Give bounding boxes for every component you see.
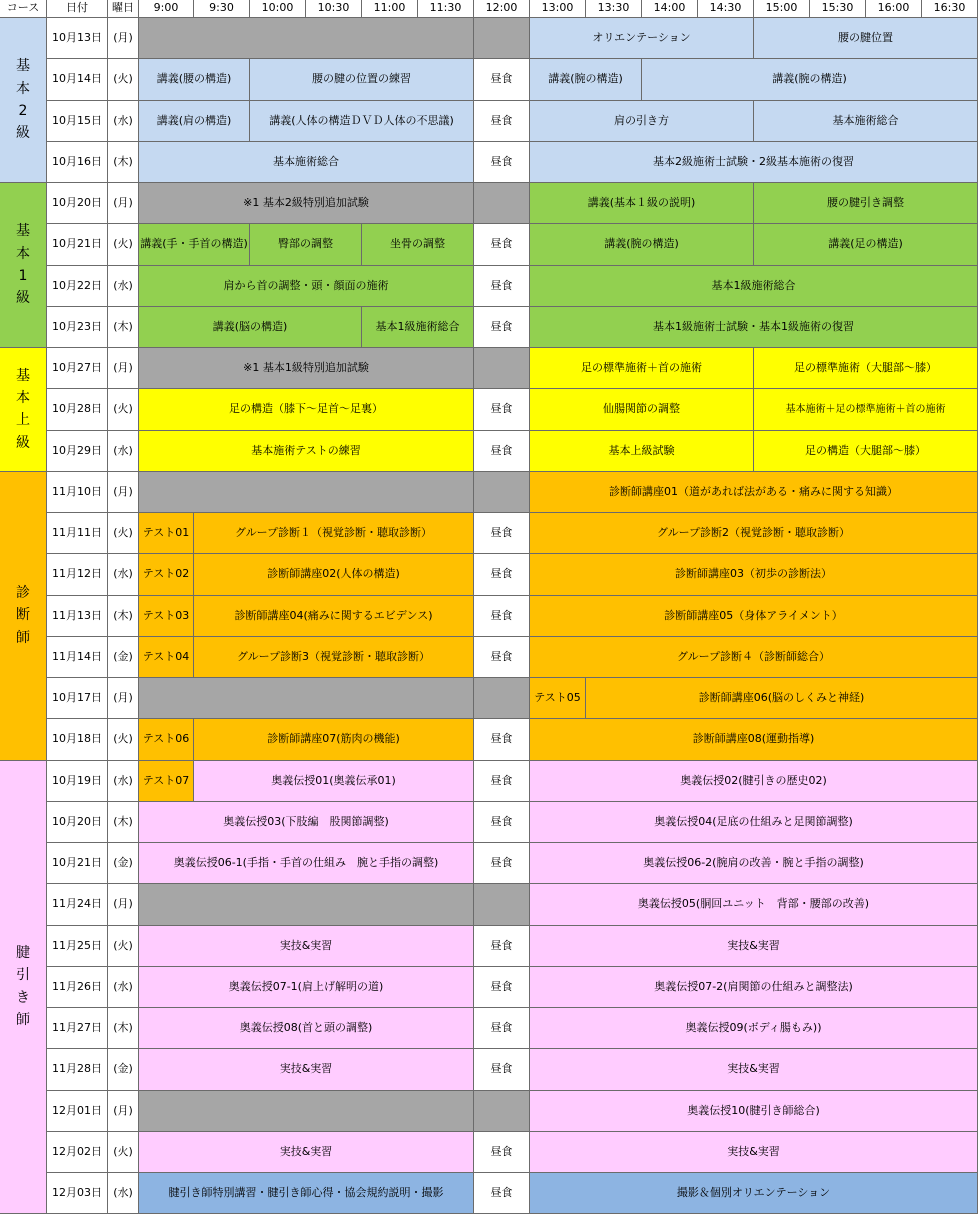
- lunch-cell: 昼食: [474, 926, 530, 967]
- lunch-cell: 昼食: [474, 101, 530, 142]
- lunch-cell: 昼食: [474, 224, 530, 265]
- lunch-cell: 昼食: [474, 59, 530, 100]
- session-cell: ※1 基本2級特別追加試験: [139, 183, 474, 224]
- course-label-char: 級: [16, 432, 30, 454]
- session-cell: 腱引き師特別講習・腱引き師心得・協会規約説明・撮影: [139, 1173, 474, 1214]
- lunch-cell: 昼食: [474, 389, 530, 430]
- blocked-cell: [139, 1091, 474, 1132]
- session-cell: 腰の腱位置: [754, 18, 978, 59]
- session-cell: 奥義伝授01(奥義伝承01): [194, 761, 474, 802]
- course-label-char: き: [16, 987, 30, 1009]
- row-day: (木): [108, 596, 139, 637]
- session-cell: 講義(腕の構造): [642, 59, 978, 100]
- course-label-kenbikishi: [0, 761, 47, 1214]
- course-label-kihon1: [0, 183, 47, 348]
- row-day: (月): [108, 472, 139, 513]
- lunch-cell: 昼食: [474, 596, 530, 637]
- session-cell: 撮影＆個別オリエンテーション: [530, 1173, 978, 1214]
- lunch-cell: 昼食: [474, 266, 530, 307]
- lunch-cell: 昼食: [474, 1049, 530, 1090]
- row-day: (水): [108, 1173, 139, 1214]
- lunch-cell: 昼食: [474, 637, 530, 678]
- session-cell: 奥義伝授10(腱引き師総合): [530, 1091, 978, 1132]
- row-date: 12月02日: [47, 1132, 108, 1173]
- row-day: (月): [108, 1091, 139, 1132]
- session-cell: 足の標準施術＋首の施術: [530, 348, 754, 389]
- session-cell: 基本施術テストの練習: [139, 431, 474, 472]
- session-cell: 奥義伝授04(足底の仕組みと足関節調整): [530, 802, 978, 843]
- row-date: 11月26日: [47, 967, 108, 1008]
- row-date: 11月25日: [47, 926, 108, 967]
- row-day: (月): [108, 348, 139, 389]
- row-day: (木): [108, 142, 139, 183]
- row-date: 11月11日: [47, 513, 108, 554]
- session-cell: 講義(足の構造): [754, 224, 978, 265]
- row-date: 10月20日: [47, 802, 108, 843]
- session-cell: 実技&実習: [139, 1049, 474, 1090]
- blocked-cell: [474, 678, 530, 719]
- lunch-cell: 昼食: [474, 1008, 530, 1049]
- row-date: 10月19日: [47, 761, 108, 802]
- header-time: 15:30: [810, 0, 866, 18]
- lunch-cell: 昼食: [474, 431, 530, 472]
- blocked-cell: [474, 18, 530, 59]
- row-date: 12月01日: [47, 1091, 108, 1132]
- session-cell: 基本2級施術士試験・2級基本施術の復習: [530, 142, 978, 183]
- session-cell: 講義(肩の構造): [139, 101, 250, 142]
- session-cell: グループ診断3（視覚診断・聴取診断）: [194, 637, 474, 678]
- session-cell: 足の標準施術（大腿部～膝）: [754, 348, 978, 389]
- session-cell: 坐骨の調整: [362, 224, 474, 265]
- row-day: (木): [108, 1008, 139, 1049]
- course-label-kihon2: [0, 18, 47, 183]
- session-cell: 診断師講座03（初歩の診断法）: [530, 554, 978, 595]
- row-date: 10月29日: [47, 431, 108, 472]
- session-cell: テスト06: [139, 719, 194, 760]
- lunch-cell: 昼食: [474, 142, 530, 183]
- session-cell: 奥義伝授07-2(肩関節の仕組みと調整法): [530, 967, 978, 1008]
- row-day: (水): [108, 431, 139, 472]
- row-day: (火): [108, 59, 139, 100]
- lunch-cell: 昼食: [474, 843, 530, 884]
- session-cell: 実技&実習: [530, 926, 978, 967]
- session-cell: 診断師講座02(人体の構造): [194, 554, 474, 595]
- header-date: 日付: [47, 0, 108, 18]
- session-cell: 基本1級施術総合: [362, 307, 474, 348]
- session-cell: 奥義伝授05(胴回ユニット 背部・腰部の改善): [530, 884, 978, 925]
- session-cell: 腰の腱の位置の練習: [250, 59, 474, 100]
- row-date: 10月14日: [47, 59, 108, 100]
- session-cell: 足の構造（膝下～足首～足裏）: [139, 389, 474, 430]
- row-date: 11月13日: [47, 596, 108, 637]
- row-day: (水): [108, 761, 139, 802]
- course-label-char: 基: [16, 220, 30, 242]
- row-date: 10月13日: [47, 18, 108, 59]
- row-day: (月): [108, 183, 139, 224]
- header-time: 16:30: [922, 0, 978, 18]
- session-cell: 奥義伝授08(首と頭の調整): [139, 1008, 474, 1049]
- session-cell: 診断師講座06(脳のしくみと神経): [586, 678, 978, 719]
- row-day: (金): [108, 843, 139, 884]
- session-cell: グループ診断１（視覚診断・聴取診断）: [194, 513, 474, 554]
- header-time: 13:30: [586, 0, 642, 18]
- session-cell: 実技&実習: [139, 926, 474, 967]
- course-label-char: 断: [16, 604, 30, 626]
- course-label-char: 基: [16, 55, 30, 77]
- session-cell: 奥義伝授09(ボディ腸もみ)): [530, 1008, 978, 1049]
- blocked-cell: [474, 183, 530, 224]
- session-cell: テスト03: [139, 596, 194, 637]
- course-label-char: 本: [16, 78, 30, 100]
- session-cell: 講義(脳の構造): [139, 307, 362, 348]
- session-cell: テスト04: [139, 637, 194, 678]
- row-day: (金): [108, 1049, 139, 1090]
- header-time: 14:00: [642, 0, 698, 18]
- course-label-char: 本: [16, 387, 30, 409]
- session-cell: 実技&実習: [530, 1049, 978, 1090]
- session-cell: 足の構造（大腿部～膝）: [754, 431, 978, 472]
- session-cell: 診断師講座04(痛みに関するエビデンス): [194, 596, 474, 637]
- row-date: 10月20日: [47, 183, 108, 224]
- session-cell: 基本施術総合: [754, 101, 978, 142]
- session-cell: 臀部の調整: [250, 224, 362, 265]
- session-cell: 奥義伝授02(腱引きの歴史02): [530, 761, 978, 802]
- header-time: 11:30: [418, 0, 474, 18]
- course-label-char: 1: [19, 265, 28, 287]
- session-cell: 基本施術総合: [139, 142, 474, 183]
- blocked-cell: [139, 884, 474, 925]
- header-time: 11:00: [362, 0, 418, 18]
- session-cell: 講義(基本１級の説明): [530, 183, 754, 224]
- course-label-char: 基: [16, 365, 30, 387]
- session-cell: 診断師講座08(運動指導): [530, 719, 978, 760]
- lunch-cell: 昼食: [474, 1132, 530, 1173]
- session-cell: 肩から首の調整・頭・顔面の施術: [139, 266, 474, 307]
- session-cell: グループ診断2（視覚診断・聴取診断）: [530, 513, 978, 554]
- row-date: 11月10日: [47, 472, 108, 513]
- session-cell: 実技&実習: [530, 1132, 978, 1173]
- header-time: 16:00: [866, 0, 922, 18]
- session-cell: 基本施術＋足の標準施術＋首の施術: [754, 389, 978, 430]
- header-time: 9:00: [139, 0, 194, 18]
- session-cell: 奥義伝授07-1(肩上げ解明の道): [139, 967, 474, 1008]
- session-cell: 基本1級施術士試験・基本1級施術の復習: [530, 307, 978, 348]
- row-day: (木): [108, 802, 139, 843]
- row-date: 10月17日: [47, 678, 108, 719]
- lunch-cell: 昼食: [474, 554, 530, 595]
- row-date: 11月14日: [47, 637, 108, 678]
- row-day: (金): [108, 637, 139, 678]
- course-label-char: 本: [16, 243, 30, 265]
- row-date: 11月27日: [47, 1008, 108, 1049]
- lunch-cell: 昼食: [474, 802, 530, 843]
- lunch-cell: 昼食: [474, 1173, 530, 1214]
- course-label-char: 腱: [16, 942, 30, 964]
- header-time: 10:30: [306, 0, 362, 18]
- row-day: (水): [108, 554, 139, 595]
- course-label-char: 引: [16, 964, 30, 986]
- session-cell: グループ診断４（診断師総合）: [530, 637, 978, 678]
- header-time: 15:00: [754, 0, 810, 18]
- row-day: (火): [108, 719, 139, 760]
- header-time: 14:30: [698, 0, 754, 18]
- lunch-cell: 昼食: [474, 761, 530, 802]
- row-day: (木): [108, 307, 139, 348]
- blocked-cell: [474, 348, 530, 389]
- session-cell: ※1 基本1級特別追加試験: [139, 348, 474, 389]
- row-day: (火): [108, 389, 139, 430]
- row-date: 11月28日: [47, 1049, 108, 1090]
- course-label-kihonjo: [0, 348, 47, 472]
- lunch-cell: 昼食: [474, 719, 530, 760]
- row-date: 10月21日: [47, 224, 108, 265]
- course-label-shindanshi: [0, 472, 47, 761]
- course-label-char: 上: [16, 409, 30, 431]
- row-date: 10月15日: [47, 101, 108, 142]
- row-date: 10月28日: [47, 389, 108, 430]
- blocked-cell: [474, 884, 530, 925]
- row-day: (月): [108, 18, 139, 59]
- session-cell: 診断師講座07(筋肉の機能): [194, 719, 474, 760]
- course-label-char: 級: [16, 287, 30, 309]
- session-cell: 診断師講座05（身体アライメント）: [530, 596, 978, 637]
- row-day: (火): [108, 224, 139, 265]
- row-day: (火): [108, 1132, 139, 1173]
- session-cell: 実技&実習: [139, 1132, 474, 1173]
- header-day: 曜日: [108, 0, 139, 18]
- row-date: 10月22日: [47, 266, 108, 307]
- session-cell: 奥義伝授06-2(腕肩の改善・腕と手指の調整): [530, 843, 978, 884]
- session-cell: 奥義伝授03(下肢編 股関節調整): [139, 802, 474, 843]
- session-cell: 講義(腕の構造): [530, 59, 642, 100]
- row-date: 10月16日: [47, 142, 108, 183]
- course-label-char: 級: [16, 122, 30, 144]
- course-label-char: 師: [16, 1009, 30, 1031]
- row-day: (水): [108, 967, 139, 1008]
- blocked-cell: [474, 1091, 530, 1132]
- session-cell: テスト02: [139, 554, 194, 595]
- session-cell: 基本上級試験: [530, 431, 754, 472]
- session-cell: 講義(腕の構造): [530, 224, 754, 265]
- session-cell: テスト01: [139, 513, 194, 554]
- row-day: (火): [108, 926, 139, 967]
- blocked-cell: [139, 18, 474, 59]
- session-cell: 腰の腱引き調整: [754, 183, 978, 224]
- row-date: 11月12日: [47, 554, 108, 595]
- blocked-cell: [474, 472, 530, 513]
- row-date: 11月24日: [47, 884, 108, 925]
- row-day: (月): [108, 884, 139, 925]
- header-course: コース: [0, 0, 47, 18]
- row-date: 12月03日: [47, 1173, 108, 1214]
- row-day: (水): [108, 101, 139, 142]
- course-label-char: 2: [19, 100, 28, 122]
- header-time: 12:00: [474, 0, 530, 18]
- session-cell: テスト05: [530, 678, 586, 719]
- lunch-cell: 昼食: [474, 307, 530, 348]
- row-date: 10月27日: [47, 348, 108, 389]
- session-cell: 奥義伝授06-1(手指・手首の仕組み 腕と手指の調整): [139, 843, 474, 884]
- session-cell: オリエンテーション: [530, 18, 754, 59]
- session-cell: 診断師講座01（道があれば法がある・痛みに関する知識）: [530, 472, 978, 513]
- session-cell: 講義(腰の構造): [139, 59, 250, 100]
- header-time: 10:00: [250, 0, 306, 18]
- row-date: 10月18日: [47, 719, 108, 760]
- lunch-cell: 昼食: [474, 513, 530, 554]
- session-cell: 基本1級施術総合: [530, 266, 978, 307]
- session-cell: 講義(手・手首の構造): [139, 224, 250, 265]
- session-cell: テスト07: [139, 761, 194, 802]
- row-date: 10月21日: [47, 843, 108, 884]
- blocked-cell: [139, 678, 474, 719]
- course-label-char: 診: [16, 582, 30, 604]
- row-day: (水): [108, 266, 139, 307]
- row-date: 10月23日: [47, 307, 108, 348]
- blocked-cell: [139, 472, 474, 513]
- lunch-cell: 昼食: [474, 967, 530, 1008]
- header-time: 13:00: [530, 0, 586, 18]
- course-label-char: 師: [16, 627, 30, 649]
- session-cell: 肩の引き方: [530, 101, 754, 142]
- row-day: (月): [108, 678, 139, 719]
- header-time: 9:30: [194, 0, 250, 18]
- session-cell: 講義(人体の構造ＤＶＤ人体の不思議): [250, 101, 474, 142]
- session-cell: 仙腸関節の調整: [530, 389, 754, 430]
- row-day: (火): [108, 513, 139, 554]
